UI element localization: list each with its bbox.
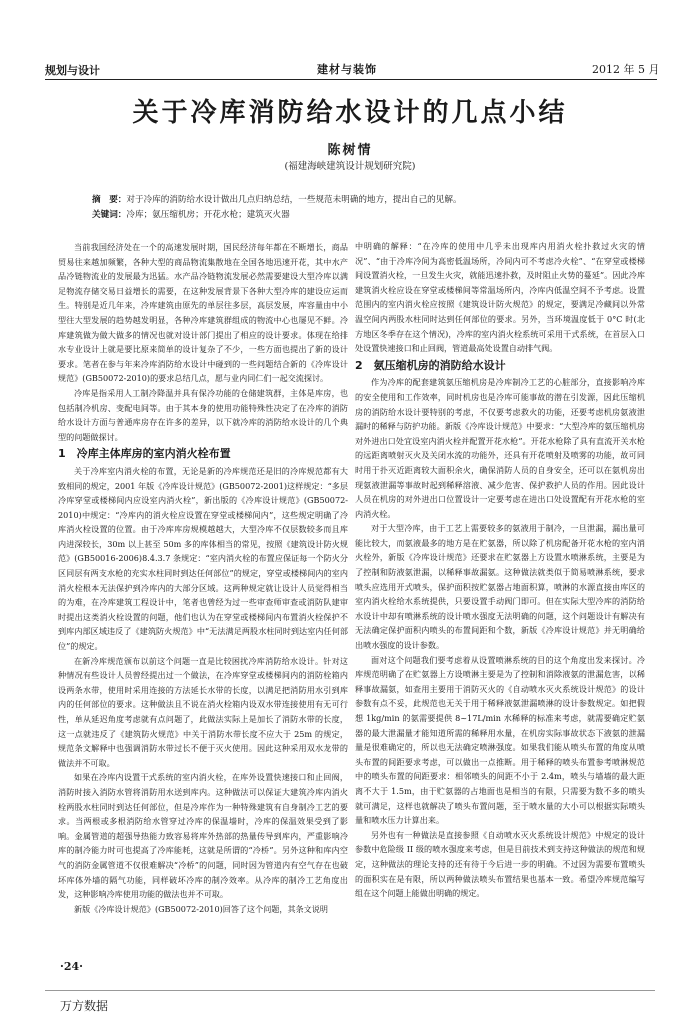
keywords-line: [92, 208, 632, 223]
article-title: 关于冷库消防给水设计的几点小结: [132, 98, 568, 128]
abstract-block: [92, 193, 632, 223]
issue-date: 2012 年 5 月: [592, 63, 660, 76]
paragraph: 对于大型冷库，由于工艺上需要较多的氨液用于制冷，一旦泄漏，漏出量可能比较大，而氨液最多的地方是在贮氨器，所以除了机房配备开花水枪的室内消火栓外，新版《冷库设计规范》还要求在贮氨器上方设置水喷淋系统，主要是为了控制和防液氨泄漏，以稀释事故漏氨。这种做法就类似于简易喷淋系统，要求喷头应选用开式喷头，保护面积按贮氨器占地面积算，喷淋的水源直接由库区的室内消火栓给水系统提供，只要设置手动阀门即可。但在实际大型冷库的消防给水设计中却有喷淋系统的设计喷水强度无法明确的问题，这个问题设计有解决有无法确定保护面积内喷头的布置间距和个数，新版《冷库设计规范》并无明确给出喷水强度的设计参数。: [355, 523, 645, 651]
paragraph: 在新冷库规范颁布以前这个问题一直是比较困扰冷库消防给水设计。针对这种情况有些设计人员曾经提出过一个做法，在冷库穿堂或楼梯间内的消防栓箱内设两条水带，使用时采用连接的方法延长水带的长度，以满足把消防用水引到库内的任何部位的要求。这种做法且不说在消火栓箱内设双水带连接使用有无可行性，单从延迟角度考虑就有点问题了，此做法实际上是加长了消防水带的长度，这一点就违反了《建筑防火规范》中关于消防水带长度不应大于 25m 的规定，规范条文解释中也强调消防水带过长不便于灭火使用。因此这种采用双水龙带的做法并不可取。: [58, 655, 348, 768]
section-heading-1: 1 冷库主体库房的室内消火栓布置: [58, 447, 231, 461]
paragraph: 作为冷库的配套建筑氨压缩机房是冷库制冷工艺的心脏部分，直接影响冷库的安全使用和工作效率，同时机房也是冷库可能事故的潜在引发源，因此压缩机房的消防给水设计要特别的考虑，不仅要考虑救火的功能，还要考虑机房氨液泄漏时的稀释与防护功能。新版《冷库设计规范》中要求：“大型冷库的氨压缩机房对外进出口处宜设室内消火栓并配置开花水枪”。开花水枪除了具有直流开关水枪的远距离喷射灭火及关闭水流的功能外，还具有开花喷射及喷雾的功能，故可同时用于扑灭近距离较大面积余火，确保消防人员的自身安全，还可以在氨机房出现氨液泄漏等事故时起到稀释溶液、减少危害、保护救护人员的作用。因此设计人员在机房的对外进出口位置设计一定要考虑在进出口处设置配有开花水枪的室内消火栓。: [355, 377, 645, 519]
page-number: ·24·: [60, 960, 83, 973]
author: 陈树情: [327, 143, 373, 158]
journal-section: 规划与设计: [45, 64, 100, 77]
paragraph: 中明确的解释：“在冷库的使用中几乎未出现库内用消火栓扑救过火灾的情况”、“由于冷库冷间为高密低温场所，冷间内可不考虑冷火栓”、“在穿堂或楼梯间设置消火栓，一旦发生火灾，就能迅速扑救，及时阻止火势的蔓延”。因此冷库建筑消火栓应设在穿堂或楼梯间等常温场所内，冷库内低温空间不予考虑。设置范围内的室内消火栓应按照《建筑设计防火规范》的规定，要满足冷藏间以外常温空间内两股水柱同时达到任何部位的要求。另外，当环境温度低于 0°C 时(北方地区冬季存在这个情况)，冷库的室内消火栓系统可采用干式系统，在首层入口处设置快速接口和止回阀，管道最高处设置自动排气阀。: [355, 241, 645, 354]
paragraph: 当前我国经济处在一个的高速发展时期，国民经济每年都在不断增长，商品贸易往来越加频繁，各种大型的商品物流集散地在全国各地迅速开花，其中水产品冷链物流业的发展最为迅猛。水产品冷链物流发展必然需要建设大型冷库以满足物流存储交易日益增长的需要，在这种发展背景下各种大型冷库的建设应运而生。特别是近几年来，冷库建筑由原先的单层往多层，高层发展，库容量由中小型往大型发展的趋势越发明显，各种冷库建筑群组成的物流中心也屡见不鲜。冷库建筑做为做大做多的情况也就对设计部门提出了相应的设计要求。体现在给排水专业设计上就是要比原来简单的设计复杂了不少，一些方面也提出了新的设计要求。笔者在参与年来冷库消防给水设计中碰到的一些问题结合新的《冷库设计规范》(GB50072-2010)的要求总结几点，愿与业内同仁们一起交流探讨。: [58, 242, 348, 384]
footer-rule: [45, 990, 655, 991]
keywords-text: 冷库；氨压缩机房；开花水枪；建筑灭火器: [126, 210, 290, 220]
right-column: [355, 239, 645, 901]
paragraph: 关于冷库室内消火栓的布置，无论是新的冷库规范还是旧的冷库规范都有大致相同的规定，2001 年版《冷库设计规范》(GB50072-2001)这样规定：“多层冷库穿堂或楼梯间内应设室内消火栓”，新出版的《冷库设计规范》(GB50072-2010)中规定：“冷库内的消火栓应设置在穿堂或楼梯间内”，这些规定明确了冷库消火栓设置的位置。由于冷库库房规模越越大，大型冷库不仅层数较多而且库内进深较长，30m 以上甚至 50m 多的库体相当的常见，按照《建筑设计防火规范》(GB50016-2006)8.4.3.7 条规定：“室内消火栓的布置应保证每一个防火分区同层有两支水枪的充实水柱同时到达任何部位”的规定，穿堂或楼梯间内的室内消火栓根本无法保护到冷库内的大部分区域。这两种规定就让设计人员觉得相当的为难，在冷库建筑工程设计中，笔者也曾经为过一些审查师审查或消防队建审时提出这类消火栓设置的问题，他们也认为在穿堂或楼梯间内布置消火栓保护不到库内部区域违反了《建筑防火规范》中“无法满足两股水柱同时到达室内任何部位”的规定。: [58, 465, 348, 652]
paragraph: 如果在冷库内设置干式系统的室内消火栓，在库外设置快速接口和止回阀，消防时接入消防水管将消防用水送到库内。这种做法可以保证大建筑冷库内消火栓两股水柱同时到达任何部位，但是冷库作为一种特殊建筑有自身制冷工艺的要求。当两根或多根消防给水管穿过冷库的保温墙时，冷库的保温效果受到了影响。金属管道的超强导热能力致容易将库外热部的热量传导到库内，严重影响冷库的制冷能力时可也提高了冷库能耗，这就是所谓的“冷桥”。另外这种和库内空气的消防金属管道不仅很难解决“冷桥”的问题，同时因为管道内有空气存在也破坏库体外墙的隔气功能，同样破坏冷库的制冷效率。从冷库的制冷工艺角度出发，这种影响冷库使用功能的做法也并不可取。: [58, 772, 348, 900]
section-heading-2: 2 氨压缩机房的消防给水设计: [355, 358, 506, 372]
header-rule: [45, 79, 657, 80]
abstract-text: 对于冷库的消防给水设计做出几点归纳总结，一些规范未明确的地方，提出自己的见解。: [126, 195, 462, 205]
left-column: [58, 240, 348, 916]
paragraph: 新版《冷库设计规范》(GB50072-2010)回答了这个问题，其条文说明: [74, 903, 328, 914]
paragraph: 冷库是指采用人工制冷降温并具有保冷功能的仓储建筑群，主体是库房，也包括制冷机房、变配电间等。由于其本身的使用功能特殊性决定了在冷库的消防给水设计方面与普通库房存在许多的差异，以下就冷库的消防给水设计的几个典型的问题做探讨。: [58, 387, 348, 442]
paragraph: 面对这个问题我们要考虑着从设置喷淋系统的目的这个角度出发来探讨。冷库规范明确了在贮氨器上方设喷淋主要是为了控制和消除液氨的泄漏危害，以稀释事故漏氨，如查用主要用于消防灭火的《自动喷水灭火系统设计规范》的设计参数有点不妥，此规范也无关于用于稀释液氨泄漏喷淋的设计参数规定。如把假想 1kg/min 的氨需要提供 8~17L/min 水稀释的标准来考虑，就需要确定贮氨器的最大泄漏量才能知道所需的稀释用水量，在机房实际事故状态下液氨的泄漏量是很难确定的，所以也无法确定喷淋强度。如果我们能从喷头布置的角度从喷头布置的间距要求考虑，可以做出一点推断。用于稀释的喷头布置参考喷淋规范中的喷头布置的间距要求：相邻喷头的间距不小于 2.4m，喷头与墙墙的最大距离不大于 1.5m，由于贮氨器的占地面也是相当的有限，只需要为数不多的喷头就可满足，这样也就解决了喷头布置问题，至于喷水量的大小可以根据实际喷头量和喷水压力计算出来。: [355, 654, 645, 826]
affiliation: (福建海峡建筑设计规划研究院): [284, 161, 416, 172]
abstract-line: [92, 193, 632, 208]
journal-name: 建材与装饰: [317, 63, 377, 76]
paragraph: 另外也有一种做法是直接参照《自动喷水灭火系统设计规范》中规定的设计参数中危险级 II 级的喷水强度来考虑，但是目前技术到支持这种做法的规范和规定，这种做法的理论支持的还有待于今后进一步的明确。不过因为需要布置喷头的面积实在是有限，所以两种做法喷头布置结果也基本一致。希望冷库规范编写组在这个问题上能做出明确的规定。: [355, 829, 645, 899]
abstract-label: 摘 要：: [92, 195, 127, 205]
keywords-label: 关键词：: [92, 210, 127, 220]
footer-source: 万方数据: [60, 999, 109, 1013]
